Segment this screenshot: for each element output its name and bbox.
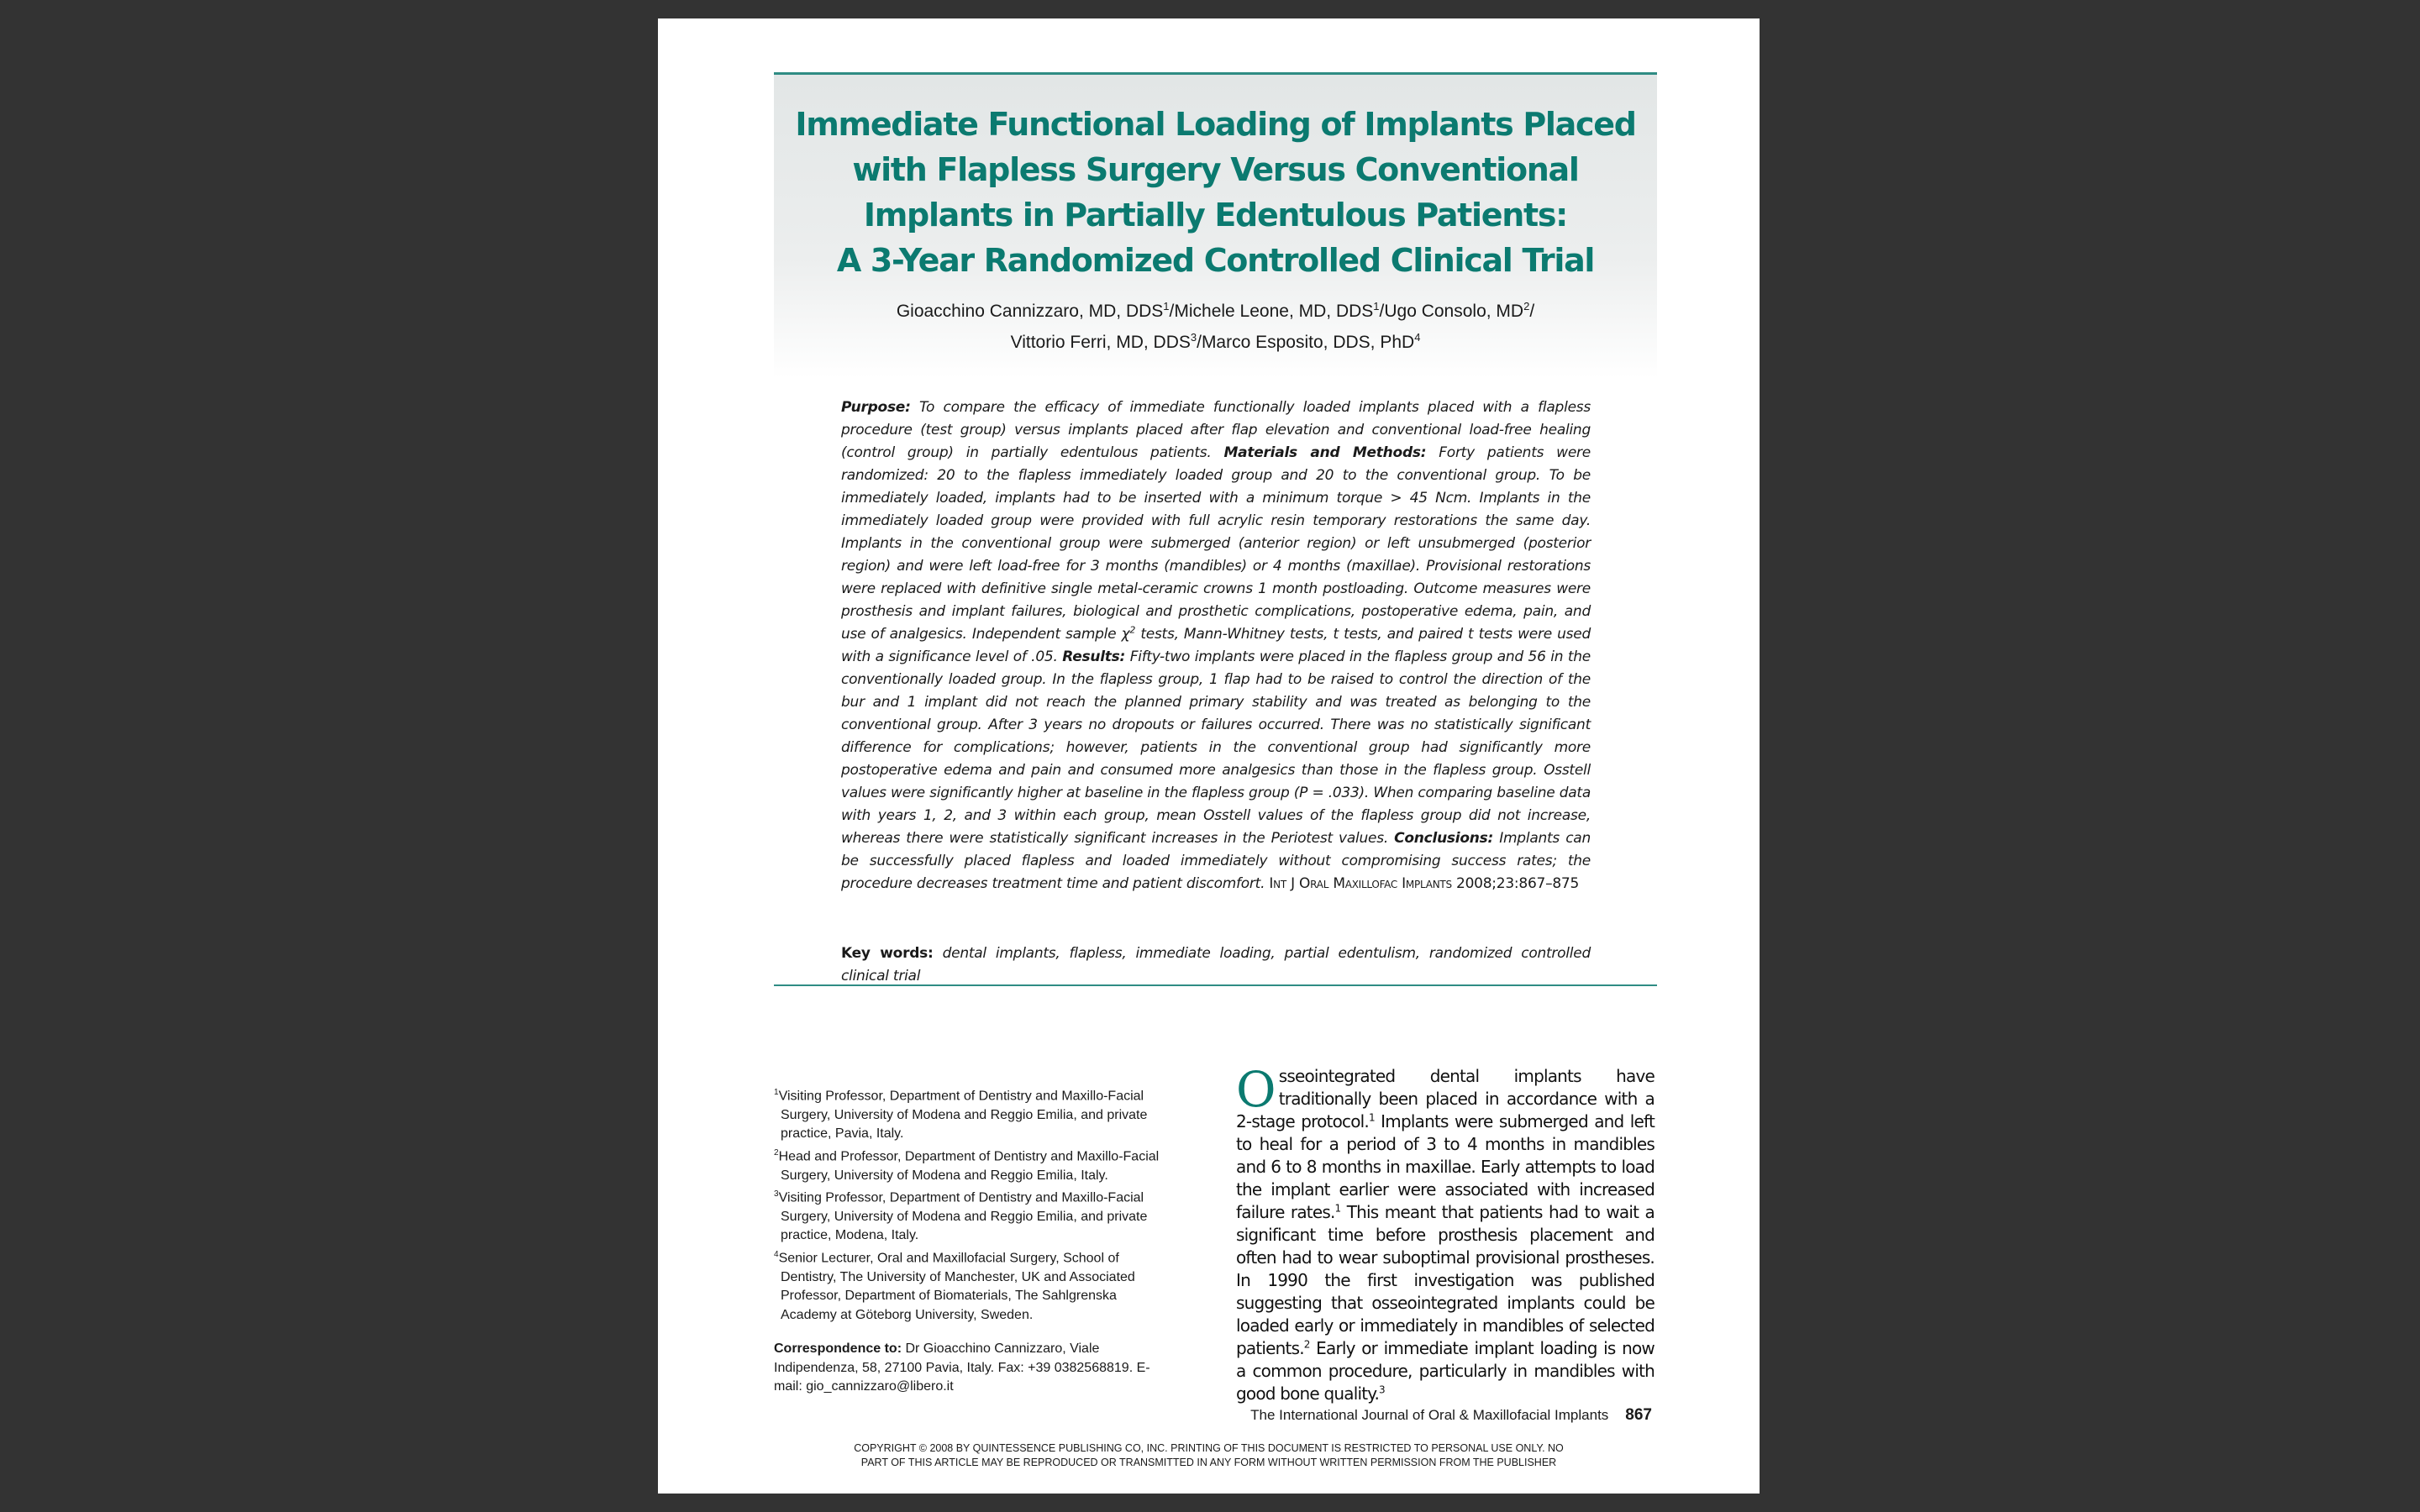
- affiliation-text: Visiting Professor, Department of Dentistry and Maxillo-Facial Surgery, University of Modena and Reggio Emilia, and private practice, Modena, Italy.: [778, 1190, 1148, 1243]
- affiliation-note: [774, 1185, 1174, 1246]
- body-text: Early or immediate implant loading is now a common procedure, particularly in mandibles with good bone quality.: [1236, 1338, 1655, 1404]
- journal-abbreviation: Int J Oral Maxillofac Implants: [1269, 875, 1452, 892]
- abstract-conclusions-text: Implants can be successfully placed flapless and loaded immediately without compromising success rates; the procedure decreases treatment time and patient discomfort.: [841, 830, 1591, 892]
- reference-marker: 1: [1368, 1111, 1375, 1124]
- affiliation-number: 3: [774, 1189, 779, 1200]
- affiliation-text: Head and Professor, Department of Dentistry and Maxillo-Facial Surgery, University of Modena and Reggio Emilia, Italy.: [778, 1149, 1160, 1183]
- title-line: Implants in Partially Edentulous Patients:: [863, 197, 1568, 234]
- affiliation-text: Senior Lecturer, Oral and Maxillofacial Surgery, School of Dentistry, The University of Manchester, UK and Associated Professor, Department of Biomaterials, The Sahlgrenska Academy at Göteborg University, Sweden.: [778, 1251, 1135, 1322]
- affiliation-number: 2: [774, 1147, 779, 1158]
- author-affiliation-mark: 1: [1163, 300, 1170, 312]
- author-name: Vittorio Ferri, MD, DDS: [1010, 333, 1191, 352]
- page-footer: [1250, 1406, 1652, 1425]
- abstract-methods-text: Forty patients were randomized: 20 to the flapless immediately loaded group and 20 to the conventional group. To be immediately loaded, implants had to be inserted with a minimum torque > 45 Ncm. Implants in the immediately loaded group were provided with full acrylic resin temporary restorations the same day. Implants in the conventional group were submerged (anterior region) or left unsubmerged (posterior region) and were left load-free for 3 months (mandibles) or 4 months (maxillae). Provisional restorations were replaced with definitive single metal-ceramic crowns 1 month postloading. Outcome measures were prosthesis and implant failures, biological and prosthetic complications, postoperative edema, pain, and use of analgesics. Independent sample χ: [841, 444, 1591, 643]
- author-name: Gioacchino Cannizzaro, MD, DDS: [896, 302, 1164, 321]
- document-page: [658, 18, 1760, 1494]
- author-separator: /: [1529, 302, 1535, 321]
- keywords: [841, 942, 1591, 988]
- body-text-column: [1236, 1061, 1655, 1405]
- drop-cap: O: [1236, 1061, 1276, 1118]
- abstract-results-text: Fifty-two implants were placed in the flapless group and 56 in the conventionally loaded group. In the flapless group, 1 flap had to be raised to control the direction of the bur and 1 implant did not reach the planned primary stability and was treated as belonging to the conventional group. After 3 years no dropouts or failures occurred. There was no statistically significant difference for complications; however, patients in the conventional group had significantly more postoperative edema and pain and consumed more analgesics than those in the flapless group. Osstell values were significantly higher at baseline in the flapless group (P = .033). When comparing baseline data with years 1, 2, and 3 within each group, mean Osstell values of the flapless group did not increase, whereas there were statistically significant increases in the Periotest values.: [841, 648, 1591, 847]
- affiliations-footnotes: [774, 1084, 1174, 1397]
- author-name: /Michele Leone, MD, DDS: [1169, 302, 1374, 321]
- affiliation-note: [774, 1144, 1174, 1185]
- correspondence-note: [774, 1340, 1174, 1397]
- affiliation-number: 1: [774, 1088, 779, 1097]
- section-divider: [774, 984, 1657, 986]
- title-line: Immediate Functional Loading of Implants Placed: [795, 106, 1636, 143]
- page-number: 867: [1625, 1406, 1652, 1424]
- author-name: /Marco Esposito, DDS, PhD: [1197, 333, 1415, 352]
- abstract-results-label: Results:: [1062, 648, 1126, 665]
- copyright-line: COPYRIGHT © 2008 BY QUINTESSENCE PUBLISHING CO, INC. PRINTING OF THIS DOCUMENT IS RESTRICTED TO PERSONAL USE ONLY. NO: [854, 1442, 1564, 1454]
- reference-marker: 1: [1334, 1202, 1341, 1215]
- body-text: This meant that patients had to wait a significant time before prosthesis placement and often had to wear suboptimal provisional prostheses. In 1990 the first investigation was published suggesting that osseointegrated implants could be loaded early or immediately in mandibles of selected patients.: [1236, 1202, 1655, 1358]
- chi-square-superscript: 2: [1129, 624, 1136, 636]
- title-block: [774, 72, 1657, 379]
- reference-marker: 2: [1303, 1338, 1310, 1351]
- correspondence-label: Correspondence to:: [774, 1341, 902, 1357]
- correspondence-text: Dr Gioacchino Cannizzaro, Viale Indipendenza, 58, 27100 Pavia, Italy. Fax: +39 0382568819. E-mail: gio_cannizzaro@libero.it: [774, 1341, 1150, 1394]
- reference-marker: 3: [1379, 1383, 1385, 1396]
- abstract-methods-text: tests, Mann-Whitney tests, t tests, and paired t tests were used with a significance level of .05.: [841, 626, 1591, 665]
- author-line: [774, 324, 1657, 355]
- body-text: Implants were submerged and left to heal for a period of 3 to 4 months in mandibles and 6 to 8 months in maxillae. Early attempts to load the implant earlier were associated with increased failure rates.: [1236, 1111, 1655, 1222]
- affiliation-number: 4: [774, 1249, 779, 1259]
- affiliation-text: Visiting Professor, Department of Dentistry and Maxillo-Facial Surgery, University of Modena and Reggio Emilia, and private practice, Pavia, Italy.: [778, 1089, 1148, 1142]
- abstract: [841, 396, 1591, 895]
- copyright-line: PART OF THIS ARTICLE MAY BE REPRODUCED OR TRANSMITTED IN ANY FORM WITHOUT WRITTEN PERMISSION FROM THE PUBLISHER: [860, 1457, 1557, 1468]
- abstract-purpose-text: To compare the efficacy of immediate functionally loaded implants placed with a flapless procedure (test group) versus implants placed after flap elevation and conventional load-free healing (control group) in partially edentulous patients.: [841, 399, 1591, 461]
- affiliation-note: [774, 1246, 1174, 1325]
- copyright-notice: [658, 1441, 1760, 1470]
- citation: 2008;23:867–875: [1451, 875, 1580, 892]
- affiliation-note: [774, 1084, 1174, 1144]
- author-affiliation-mark: 1: [1373, 300, 1380, 312]
- author-affiliation-mark: 3: [1190, 331, 1197, 344]
- article-title: [774, 102, 1657, 283]
- keywords-label: Key words:: [841, 945, 934, 962]
- abstract-conclusions-label: Conclusions:: [1394, 830, 1494, 847]
- body-text: sseointegrated dental implants have traditionally been placed in accordance with a 2-stage protocol.: [1236, 1066, 1655, 1131]
- author-affiliation-mark: 2: [1523, 300, 1530, 312]
- title-line: with Flapless Surgery Versus Conventional: [852, 151, 1579, 188]
- author-name: /Ugo Consolo, MD: [1379, 302, 1524, 321]
- keywords-text: dental implants, flapless, immediate loading, partial edentulism, randomized controlled clinical trial: [841, 945, 1591, 984]
- author-line: [774, 293, 1657, 324]
- author-list: [774, 293, 1657, 355]
- footer-journal-name: The International Journal of Oral & Maxillofacial Implants: [1250, 1407, 1609, 1423]
- author-affiliation-mark: 4: [1414, 331, 1421, 344]
- abstract-purpose-label: Purpose:: [841, 399, 911, 416]
- abstract-methods-label: Materials and Methods:: [1223, 444, 1427, 461]
- title-line: A 3-Year Randomized Controlled Clinical Trial: [836, 242, 1595, 279]
